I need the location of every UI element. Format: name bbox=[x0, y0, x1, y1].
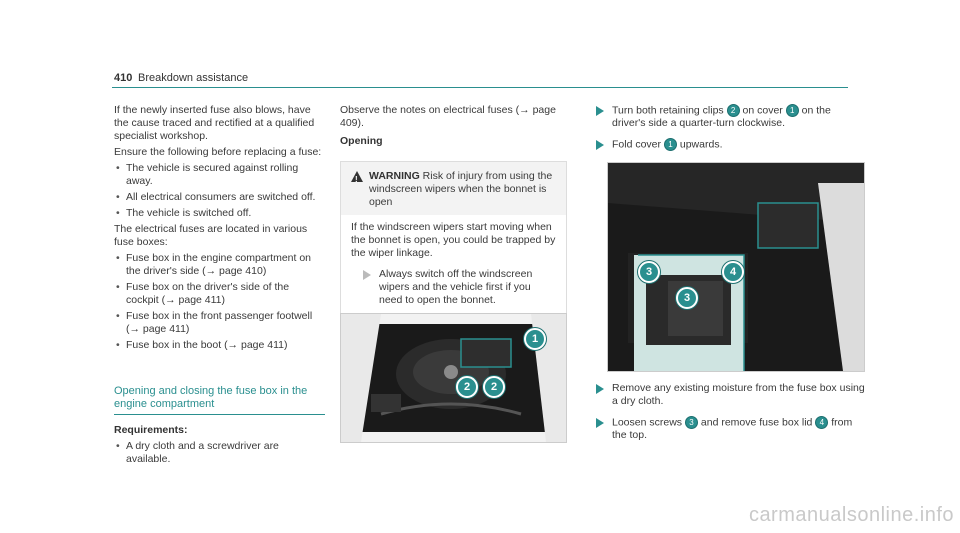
step-text bbox=[612, 104, 866, 130]
fuse-box-image bbox=[607, 162, 865, 372]
warning-title-block bbox=[369, 170, 556, 209]
step-text-part: and remove fuse box lid bbox=[700, 416, 813, 429]
callout-badge: 1 bbox=[786, 104, 799, 117]
step-arrow-icon bbox=[596, 140, 604, 150]
requirements-label: Requirements: bbox=[114, 424, 188, 436]
engine-bay-image bbox=[340, 313, 567, 443]
step-text-part: Turn both retaining clips bbox=[612, 104, 724, 117]
step-loosen-screws bbox=[596, 416, 866, 442]
fuse-box-list bbox=[114, 252, 324, 352]
list-item: • The vehicle is switched off. bbox=[114, 207, 324, 220]
warning-header bbox=[341, 162, 566, 215]
fuse-box-boot-link[interactable]: • Fuse box in the boot (→ page 411) bbox=[114, 339, 324, 352]
callout-clip: 2 bbox=[456, 376, 478, 398]
warning-title: Risk of injury from using the windscreen wipers when the bonnet is open bbox=[369, 170, 553, 208]
header-rule bbox=[112, 87, 848, 88]
list-item: • The vehicle is secured against rolling away. bbox=[114, 162, 324, 188]
callout-fuse-box-lid: 4 bbox=[722, 261, 744, 283]
callout-screw: 3 bbox=[638, 261, 660, 283]
fuse-box-cockpit-link[interactable]: • Fuse box on the driver's side of the cockpit (→ page 411) bbox=[114, 281, 324, 307]
step-text-part: Loosen screws bbox=[612, 416, 683, 429]
callout-badge: 3 bbox=[685, 416, 698, 429]
step-text-part: on cover bbox=[742, 104, 783, 117]
step-text-part: upwards. bbox=[679, 138, 723, 151]
step-text-part: Fold cover bbox=[612, 138, 662, 151]
section-heading: Opening and closing the fuse box in the engine compartment bbox=[114, 385, 308, 410]
intro-text: If the newly inserted fuse also blows, have the cause traced and rectified at a qualified specialist workshop. bbox=[114, 104, 315, 142]
column-right bbox=[596, 104, 866, 152]
warning-body bbox=[341, 215, 566, 315]
warning-text: If the windscreen wipers start moving when the bonnet is open, you could be trapped by the wiper linkage. bbox=[351, 221, 556, 259]
fuse-box-footwell-link[interactable]: • Fuse box in the front passenger footwell (→ page 411) bbox=[114, 310, 324, 336]
callout-cover: 1 bbox=[524, 328, 546, 350]
callout-screw: 3 bbox=[676, 287, 698, 309]
warning-step bbox=[351, 268, 556, 307]
engine-bay-photo bbox=[341, 314, 566, 442]
requirements-list bbox=[114, 440, 324, 466]
observe-link[interactable]: Observe the notes on electrical fuses (→ page 409). bbox=[340, 104, 556, 129]
fuse-box-engine-link[interactable]: • Fuse box in the engine compartment on the driver's side (→ page 410) bbox=[114, 252, 324, 278]
callout-badge: 4 bbox=[815, 416, 828, 429]
callout-clip: 2 bbox=[483, 376, 505, 398]
warning-step-text: Always switch off the windscreen wipers and the vehicle first if you need to open the bonnet. bbox=[379, 268, 533, 306]
step-text-part: on the driver's side a quarter-turn clockwise. bbox=[612, 104, 831, 130]
step-turn-clips bbox=[596, 104, 866, 130]
ensure-text: Ensure the following before replacing a fuse: bbox=[114, 146, 322, 158]
callout-badge: 1 bbox=[664, 138, 677, 151]
list-item: • All electrical consumers are switched off. bbox=[114, 191, 324, 204]
step-remove-moisture bbox=[596, 382, 866, 408]
chapter-title: Breakdown assistance bbox=[138, 72, 249, 84]
fuse-box-photo bbox=[608, 163, 864, 371]
warning-triangle-icon: ! bbox=[351, 171, 363, 182]
page-number: 410 bbox=[114, 72, 133, 84]
opening-heading: Opening bbox=[340, 135, 383, 147]
step-text bbox=[612, 138, 722, 151]
warning-label: WARNING bbox=[369, 170, 420, 182]
step-text bbox=[612, 416, 866, 442]
located-text: The electrical fuses are located in various fuse boxes: bbox=[114, 223, 308, 248]
requirements bbox=[114, 424, 324, 469]
step-arrow-icon bbox=[596, 384, 604, 394]
warning-box bbox=[340, 161, 567, 316]
step-arrow-icon bbox=[596, 418, 604, 428]
column-left bbox=[114, 104, 324, 355]
section-rule bbox=[114, 414, 325, 415]
watermark: carmanualsonline.info bbox=[748, 504, 954, 526]
column-right-lower bbox=[596, 382, 866, 442]
step-text-part: from the top. bbox=[612, 416, 853, 442]
ensure-list bbox=[114, 162, 324, 220]
step-text: Remove any existing moisture from the fuse box using a dry cloth. bbox=[612, 382, 865, 407]
callout-badge: 2 bbox=[727, 104, 740, 117]
step-arrow-icon bbox=[363, 270, 371, 280]
column-middle bbox=[340, 104, 565, 151]
list-item: • A dry cloth and a screwdriver are available. bbox=[114, 440, 324, 466]
step-fold-cover bbox=[596, 138, 866, 151]
step-arrow-icon bbox=[596, 106, 604, 116]
